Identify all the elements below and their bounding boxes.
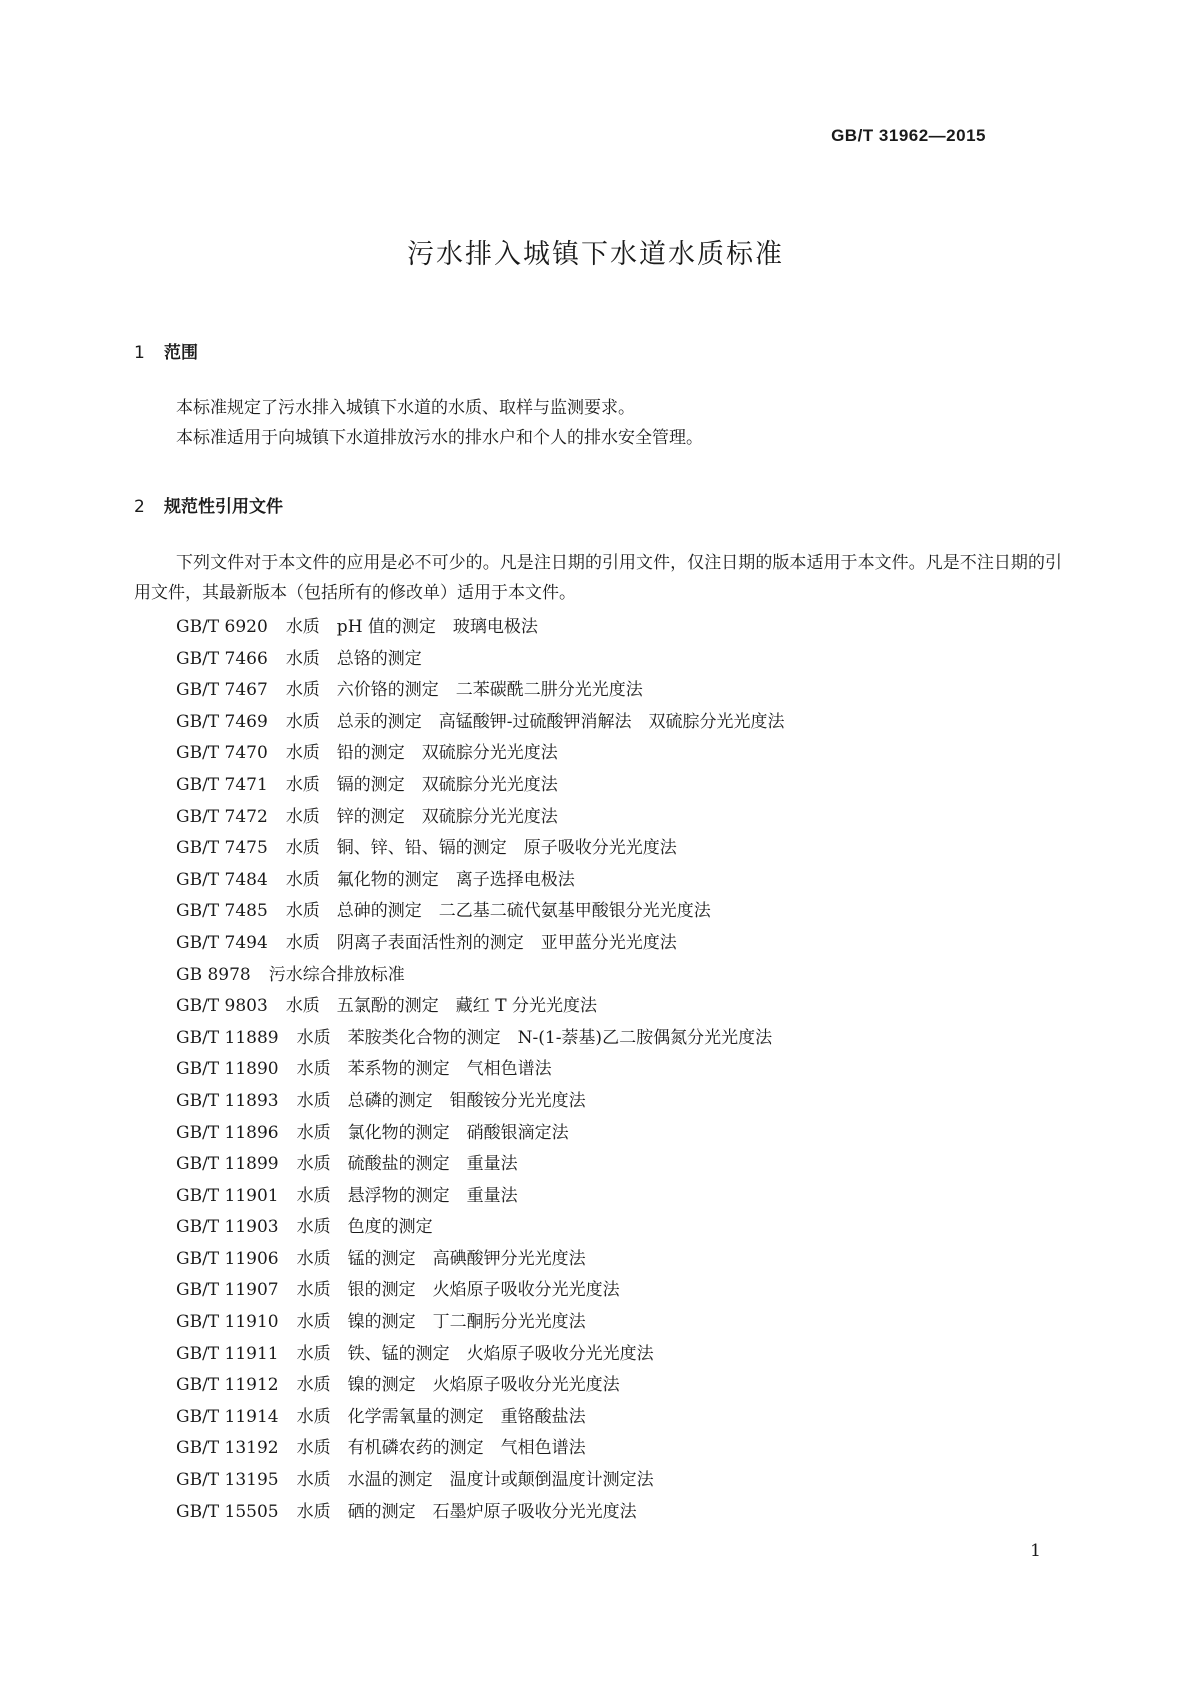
reference-item <box>176 1118 785 1150</box>
reference-item <box>176 1212 785 1244</box>
reference-code: GB/T 11896 <box>176 1122 279 1143</box>
reference-code: GB/T 11899 <box>176 1154 279 1175</box>
reference-title: 水质 五氯酚的测定 藏红 T 分光光度法 <box>285 996 597 1017</box>
reference-code: GB/T 7472 <box>176 806 268 827</box>
reference-item <box>176 1497 785 1529</box>
section-1-title: 范围 <box>164 343 198 363</box>
reference-code: GB/T 7484 <box>176 869 268 890</box>
reference-item <box>176 612 785 644</box>
reference-title: 水质 pH 值的测定 玻璃电极法 <box>285 617 538 637</box>
reference-title: 水质 苯系物的测定 气相色谱法 <box>296 1059 552 1080</box>
reference-title: 水质 铅的测定 双硫腙分光光度法 <box>285 743 558 764</box>
section-2-number: 2 <box>134 497 145 517</box>
reference-title: 污水综合排放标准 <box>268 964 405 985</box>
reference-title: 水质 色度的测定 <box>296 1217 433 1238</box>
section-1-body <box>134 393 1062 453</box>
reference-title: 水质 氟化物的测定 离子选择电极法 <box>285 869 575 890</box>
reference-code: GB/T 11901 <box>176 1185 279 1206</box>
reference-code: GB/T 7494 <box>176 932 268 953</box>
reference-code: GB/T 11906 <box>176 1248 279 1269</box>
reference-code: GB/T 13192 <box>176 1438 279 1459</box>
references-intro: 下列文件对于本文件的应用是必不可少的。凡是注日期的引用文件，仅注日期的版本适用于本文件。凡是不注日期的引用文件，其最新版本（包括所有的修改单）适用于本文件。 <box>134 553 1062 603</box>
reference-item <box>176 1181 785 1213</box>
reference-code: GB/T 7475 <box>176 838 268 859</box>
reference-code: GB/T 11912 <box>176 1375 279 1396</box>
reference-item <box>176 1307 785 1339</box>
reference-item <box>176 1149 785 1181</box>
reference-title: 水质 铜、锌、铅、镉的测定 原子吸收分光光度法 <box>285 838 677 859</box>
reference-item <box>176 1339 785 1371</box>
reference-item <box>176 802 785 834</box>
reference-title: 水质 阴离子表面活性剂的测定 亚甲蓝分光光度法 <box>285 932 677 953</box>
reference-title: 水质 六价铬的测定 二苯碳酰二肼分光光度法 <box>285 680 643 701</box>
reference-item <box>176 991 785 1023</box>
reference-title: 水质 镍的测定 火焰原子吸收分光光度法 <box>296 1375 620 1396</box>
reference-item <box>176 896 785 928</box>
reference-item <box>176 1465 785 1497</box>
reference-item <box>176 707 785 739</box>
reference-code: GB/T 7470 <box>176 743 268 764</box>
reference-code: GB/T 11910 <box>176 1312 279 1333</box>
page-number: 1 <box>1030 1541 1041 1561</box>
reference-title: 水质 镉的测定 双硫腙分光光度法 <box>285 774 558 795</box>
reference-title: 水质 锌的测定 双硫腙分光光度法 <box>285 806 558 827</box>
reference-code: GB/T 11914 <box>176 1406 279 1427</box>
reference-code: GB/T 7467 <box>176 680 268 701</box>
reference-code: GB/T 13195 <box>176 1470 279 1491</box>
reference-item <box>176 738 785 770</box>
reference-title: 水质 铁、锰的测定 火焰原子吸收分光光度法 <box>296 1343 654 1364</box>
reference-item <box>176 1275 785 1307</box>
reference-code: GB/T 11903 <box>176 1217 279 1238</box>
reference-item <box>176 1402 785 1434</box>
reference-title: 水质 银的测定 火焰原子吸收分光光度法 <box>296 1280 620 1301</box>
reference-code: GB/T 6920 <box>176 617 268 637</box>
reference-code: GB/T 7469 <box>176 711 268 732</box>
reference-item <box>176 960 785 992</box>
reference-code: GB/T 11911 <box>176 1343 279 1364</box>
reference-item <box>176 675 785 707</box>
section-1-heading <box>134 338 198 363</box>
section-2-body <box>134 548 1062 608</box>
reference-item <box>176 865 785 897</box>
reference-code: GB/T 11907 <box>176 1280 279 1301</box>
reference-code: GB 8978 <box>176 964 251 985</box>
reference-code: GB/T 11890 <box>176 1059 279 1080</box>
reference-title: 水质 苯胺类化合物的测定 N-(1-萘基)乙二胺偶氮分光光度法 <box>296 1027 773 1048</box>
reference-item <box>176 1370 785 1402</box>
reference-title: 水质 总磷的测定 钼酸铵分光光度法 <box>296 1090 586 1111</box>
reference-item <box>176 1244 785 1276</box>
reference-title: 水质 总铬的测定 <box>285 648 422 669</box>
reference-code: GB/T 11889 <box>176 1027 279 1048</box>
reference-item <box>176 833 785 865</box>
reference-list <box>176 612 785 1528</box>
reference-title: 水质 硫酸盐的测定 重量法 <box>296 1154 518 1175</box>
reference-title: 水质 有机磷农药的测定 气相色谱法 <box>296 1438 586 1459</box>
reference-item <box>176 644 785 676</box>
reference-title: 水质 硒的测定 石墨炉原子吸收分光光度法 <box>296 1501 637 1522</box>
section-1-number: 1 <box>134 343 145 363</box>
section-2-title: 规范性引用文件 <box>164 497 283 517</box>
reference-title: 水质 锰的测定 高碘酸钾分光光度法 <box>296 1248 586 1269</box>
reference-item <box>176 770 785 802</box>
reference-title: 水质 悬浮物的测定 重量法 <box>296 1185 518 1206</box>
scope-paragraph-1: 本标准规定了污水排入城镇下水道的水质、取样与监测要求。 <box>176 398 635 418</box>
reference-item <box>176 1086 785 1118</box>
reference-code: GB/T 11893 <box>176 1090 279 1111</box>
reference-title: 水质 镍的测定 丁二酮肟分光光度法 <box>296 1312 586 1333</box>
reference-title: 水质 氯化物的测定 硝酸银滴定法 <box>296 1122 569 1143</box>
reference-item <box>176 1023 785 1055</box>
reference-code: GB/T 15505 <box>176 1501 279 1522</box>
section-2-heading <box>134 492 283 517</box>
page-title: 污水排入城镇下水道水质标准 <box>407 239 784 270</box>
reference-code: GB/T 9803 <box>176 996 268 1017</box>
reference-code: GB/T 7466 <box>176 648 268 669</box>
reference-code: GB/T 7471 <box>176 774 268 795</box>
reference-code: GB/T 7485 <box>176 901 268 922</box>
reference-title: 水质 化学需氧量的测定 重铬酸盐法 <box>296 1406 586 1427</box>
reference-title: 水质 水温的测定 温度计或颠倒温度计测定法 <box>296 1470 654 1491</box>
reference-item <box>176 928 785 960</box>
reference-title: 水质 总砷的测定 二乙基二硫代氨基甲酸银分光光度法 <box>285 901 711 922</box>
reference-item <box>176 1433 785 1465</box>
reference-item <box>176 1054 785 1086</box>
scope-paragraph-2: 本标准适用于向城镇下水道排放污水的排水户和个人的排水安全管理。 <box>176 428 703 448</box>
standard-code: GB/T 31962—2015 <box>831 126 986 145</box>
reference-title: 水质 总汞的测定 高锰酸钾-过硫酸钾消解法 双硫腙分光光度法 <box>285 711 785 732</box>
